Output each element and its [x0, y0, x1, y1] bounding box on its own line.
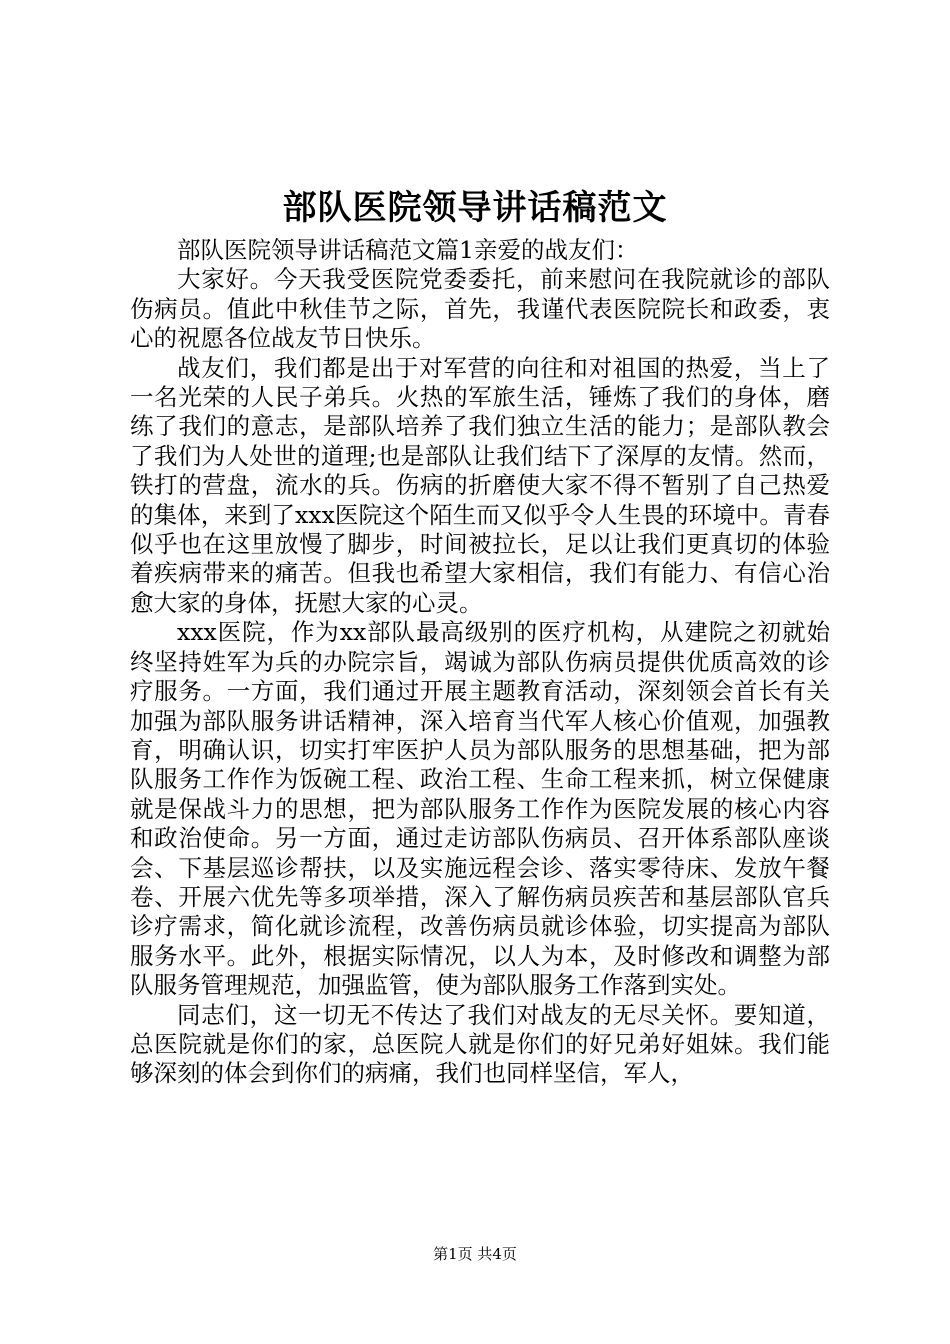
page-footer: 第1页 共4页 — [433, 1245, 517, 1263]
document-title: 部队医院领导讲话稿范文 — [282, 188, 668, 228]
document-body — [130, 236, 830, 1089]
paragraph: 战友们，我们都是出于对军营的向往和对祖国的热爱，当上了一名光荣的人民子弟兵。火热的军旅生活，锤炼了我们的身体，磨练了我们的意志，是部队培养了我们独立生活的能力；是部队教会了我们为人处世的道理;也是部队让我们结下了深厚的友情。然而，铁打的营盘，流水的兵。伤病的折磨使大家不得不暂别了自己热爱的集体，来到了xxx医院这个陌生而又似乎令人生畏的环境中。青春似乎也在这里放慢了脚步，时间被拉长，足以让我们更真切的体验着疾病带来的痛苦。但我也希望大家相信，我们有能力、有信心治愈大家的身体，抚慰大家的心灵。 — [130, 353, 830, 617]
paragraph: 同志们，这一切无不传达了我们对战友的无尽关怀。要知道，总医院就是你们的家，总医院人就是你们的好兄弟好姐妹。我们能够深刻的体会到你们的病痛，我们也同样坚信，军人， — [130, 1000, 830, 1088]
paragraph: 部队医院领导讲话稿范文篇1亲爱的战友们： — [177, 236, 639, 264]
paragraph: xxx医院，作为xx部队最高级别的医疗机构，从建院之初就始终坚持姓军为兵的办院宗旨，竭诚为部队伤病员提供优质高效的诊疗服务。一方面，我们通过开展主题教育活动，深刻领会首长有关加强为部队服务讲话精神，深入培育当代军人核心价值观，加强教育，明确认识，切实打牢医护人员为部队服务的思想基础，把为部队服务工作作为饭碗工程、政治工程、生命工程来抓，树立保健康就是保战斗力的思想，把为部队服务工作作为医院发展的核心内容和政治使命。另一方面，通过走访部队伤病员、召开体系部队座谈会、下基层巡诊帮扶，以及实施远程会诊、落实零待床、发放午餐卷、开展六优先等多项举措，深入了解伤病员疾苦和基层部队官兵诊疗需求，简化就诊流程，改善伤病员就诊体验，切实提高为部队服务水平。此外，根据实际情况，以人为本，及时修改和调整为部队服务管理规范，加强监管，使为部队服务工作落到实处。 — [130, 618, 830, 1000]
paragraph: 大家好。今天我受医院党委委托，前来慰问在我院就诊的部队伤病员。值此中秋佳节之际，首先，我谨代表医院院长和政委，衷心的祝愿各位战友节日快乐。 — [130, 265, 830, 353]
